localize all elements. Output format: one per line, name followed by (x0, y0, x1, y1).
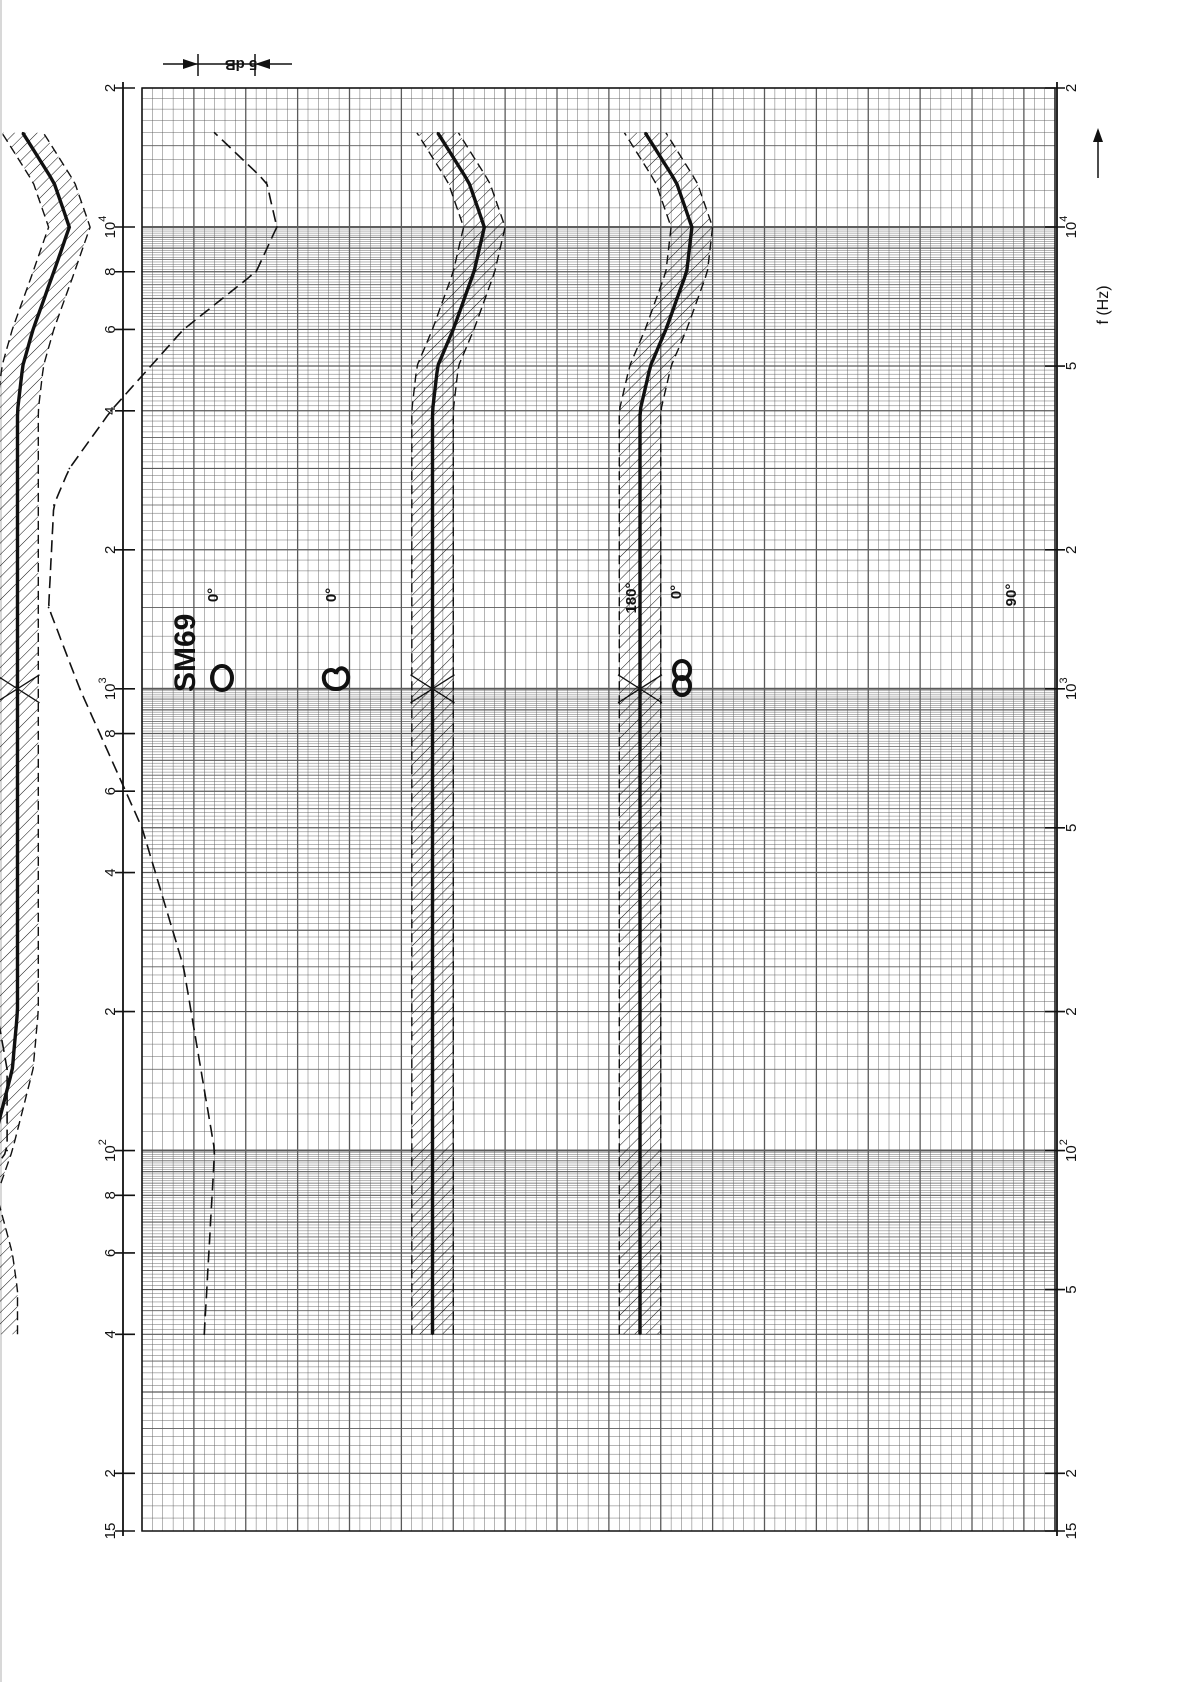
left-tick-label (102, 1469, 119, 1477)
data-point (432, 1333, 434, 1335)
data-point (6, 1068, 8, 1070)
left-tick-label-text: 2 (101, 1007, 119, 1016)
right-tick-label (1063, 1007, 1080, 1015)
data-point (276, 226, 278, 228)
series-figure-8-main (0, 132, 90, 1335)
data-point (255, 271, 257, 273)
data-point (468, 181, 470, 183)
right-tick-label-text: 5 (1062, 1285, 1080, 1294)
right-tick-label-text: 15 (1062, 1522, 1080, 1540)
svg-text:0°: 0° (668, 584, 685, 600)
left-tick-label (97, 216, 119, 239)
data-point (17, 1011, 19, 1013)
data-point (141, 827, 143, 829)
data-point (639, 410, 641, 412)
data-point (53, 504, 55, 506)
data-point (48, 607, 50, 609)
right-tick-label-text: 2 (1062, 545, 1080, 554)
left-tick-label-text: 8 (101, 267, 119, 276)
fig8-90-annotation (1003, 584, 1020, 607)
data-point (675, 181, 677, 183)
data-point (32, 329, 34, 331)
data-point (183, 329, 185, 331)
left-tick-label-text: 6 (101, 787, 119, 796)
cardioid-pattern-icon (324, 668, 348, 689)
left-tick-label-text: $10^3$ (96, 677, 119, 701)
left-tick-label-text: 8 (101, 729, 119, 738)
left-tick-label-text: 2 (101, 1469, 119, 1478)
data-point (22, 365, 24, 367)
data-point (53, 271, 55, 273)
left-tick-label-text: $10^2$ (96, 1139, 119, 1162)
right-tick-label-text: 2 (1062, 83, 1080, 93)
right-tick-label-text: 5 (1062, 823, 1080, 832)
x-axis-arrow (1093, 128, 1103, 178)
left-tick-label (102, 268, 119, 276)
data-point (432, 410, 434, 412)
left-tick-label (102, 546, 119, 554)
right-tick-label (1063, 84, 1080, 92)
right-tick-label-text: $10^4$ (1057, 215, 1080, 239)
svg-text:0°: 0° (205, 587, 222, 603)
left-tick-label (102, 325, 119, 333)
data-point (665, 329, 667, 331)
left-tick-label-text: $10^4$ (96, 215, 119, 239)
data-point (686, 271, 688, 273)
omni-0-annotation (205, 588, 222, 602)
chart-title (169, 614, 202, 692)
svg-text:180°: 180° (623, 582, 640, 614)
left-tick-label (102, 1330, 119, 1338)
data-point (691, 226, 693, 228)
data-point (639, 1150, 641, 1152)
data-point (639, 1333, 641, 1335)
left-tick-label-text: 4 (101, 406, 119, 415)
left-tick-label-text: 4 (101, 1330, 119, 1339)
chart-ticks (97, 82, 1080, 1539)
scale-bar (163, 54, 292, 76)
left-tick-label (97, 1139, 119, 1162)
data-point (214, 1150, 216, 1152)
right-tick-label-text: $10^3$ (1057, 677, 1080, 701)
left-tick-label-text: 4 (101, 868, 119, 877)
data-point (17, 827, 19, 829)
chart-grid (142, 88, 1055, 1531)
right-tick-label (1063, 1469, 1080, 1477)
data-point (452, 329, 454, 331)
left-tick-label (102, 787, 119, 795)
data-point (432, 468, 434, 470)
left-tick-label-text: 2 (101, 545, 119, 554)
cardioid-180-annotation (623, 582, 640, 613)
tolerance-band (0, 133, 90, 1335)
fig8-0-annotation (668, 585, 685, 599)
data-point (79, 688, 81, 690)
left-tick-label (102, 407, 119, 415)
data-point (214, 132, 216, 134)
svg-text:0°: 0° (323, 587, 340, 603)
left-tick-label (102, 1523, 119, 1540)
left-tick-label (102, 868, 119, 876)
data-point (437, 365, 439, 367)
right-tick-label (1063, 824, 1080, 832)
left-tick-label-text: 6 (101, 1248, 119, 1258)
left-tick-label (102, 1191, 119, 1199)
data-point (437, 132, 439, 134)
data-point (484, 226, 486, 228)
right-tick-label (1063, 1523, 1080, 1540)
data-point (17, 468, 19, 470)
left-tick-label (102, 84, 119, 92)
data-point (183, 966, 185, 968)
data-point (6, 1150, 8, 1152)
data-point (473, 271, 475, 273)
right-tick-label (1063, 362, 1080, 370)
svg-text:90°: 90° (1003, 583, 1020, 607)
right-tick-label (1063, 1285, 1080, 1293)
data-point (432, 1150, 434, 1152)
data-point (69, 468, 71, 470)
right-tick-label-text: 2 (1062, 1007, 1080, 1016)
chart-title-text: SM69 (169, 613, 202, 692)
left-tick-label (102, 1007, 119, 1015)
right-tick-label-text: 5 (1062, 361, 1080, 371)
data-point (11, 1068, 13, 1070)
left-tick-label-text: 8 (101, 1191, 119, 1200)
cardioid-0-annotation (323, 588, 340, 602)
left-tick-label-text: 15 (101, 1522, 119, 1540)
data-point (69, 226, 71, 228)
left-tick-label (102, 1249, 119, 1257)
data-point (53, 181, 55, 183)
left-tick-label-text: 2 (101, 83, 119, 93)
data-point (644, 132, 646, 134)
data-point (639, 468, 641, 470)
data-point (266, 181, 268, 183)
figure-8-pattern-icon (674, 661, 690, 695)
right-tick-label-text: $10^2$ (1057, 1139, 1080, 1162)
data-point (203, 1333, 205, 1335)
x-axis-label-text: f (Hz) (1095, 285, 1112, 325)
data-point (22, 132, 24, 134)
data-point (17, 410, 19, 412)
left-tick-label (102, 729, 119, 737)
right-tick-label-text: 2 (1062, 1469, 1080, 1478)
right-tick-label (1063, 546, 1080, 554)
data-point (650, 365, 652, 367)
left-tick-label-text: 6 (101, 325, 119, 334)
x-axis-label (1095, 285, 1112, 324)
scale-bar-label: 5 dB (224, 56, 258, 74)
left-tick-label (97, 677, 119, 700)
